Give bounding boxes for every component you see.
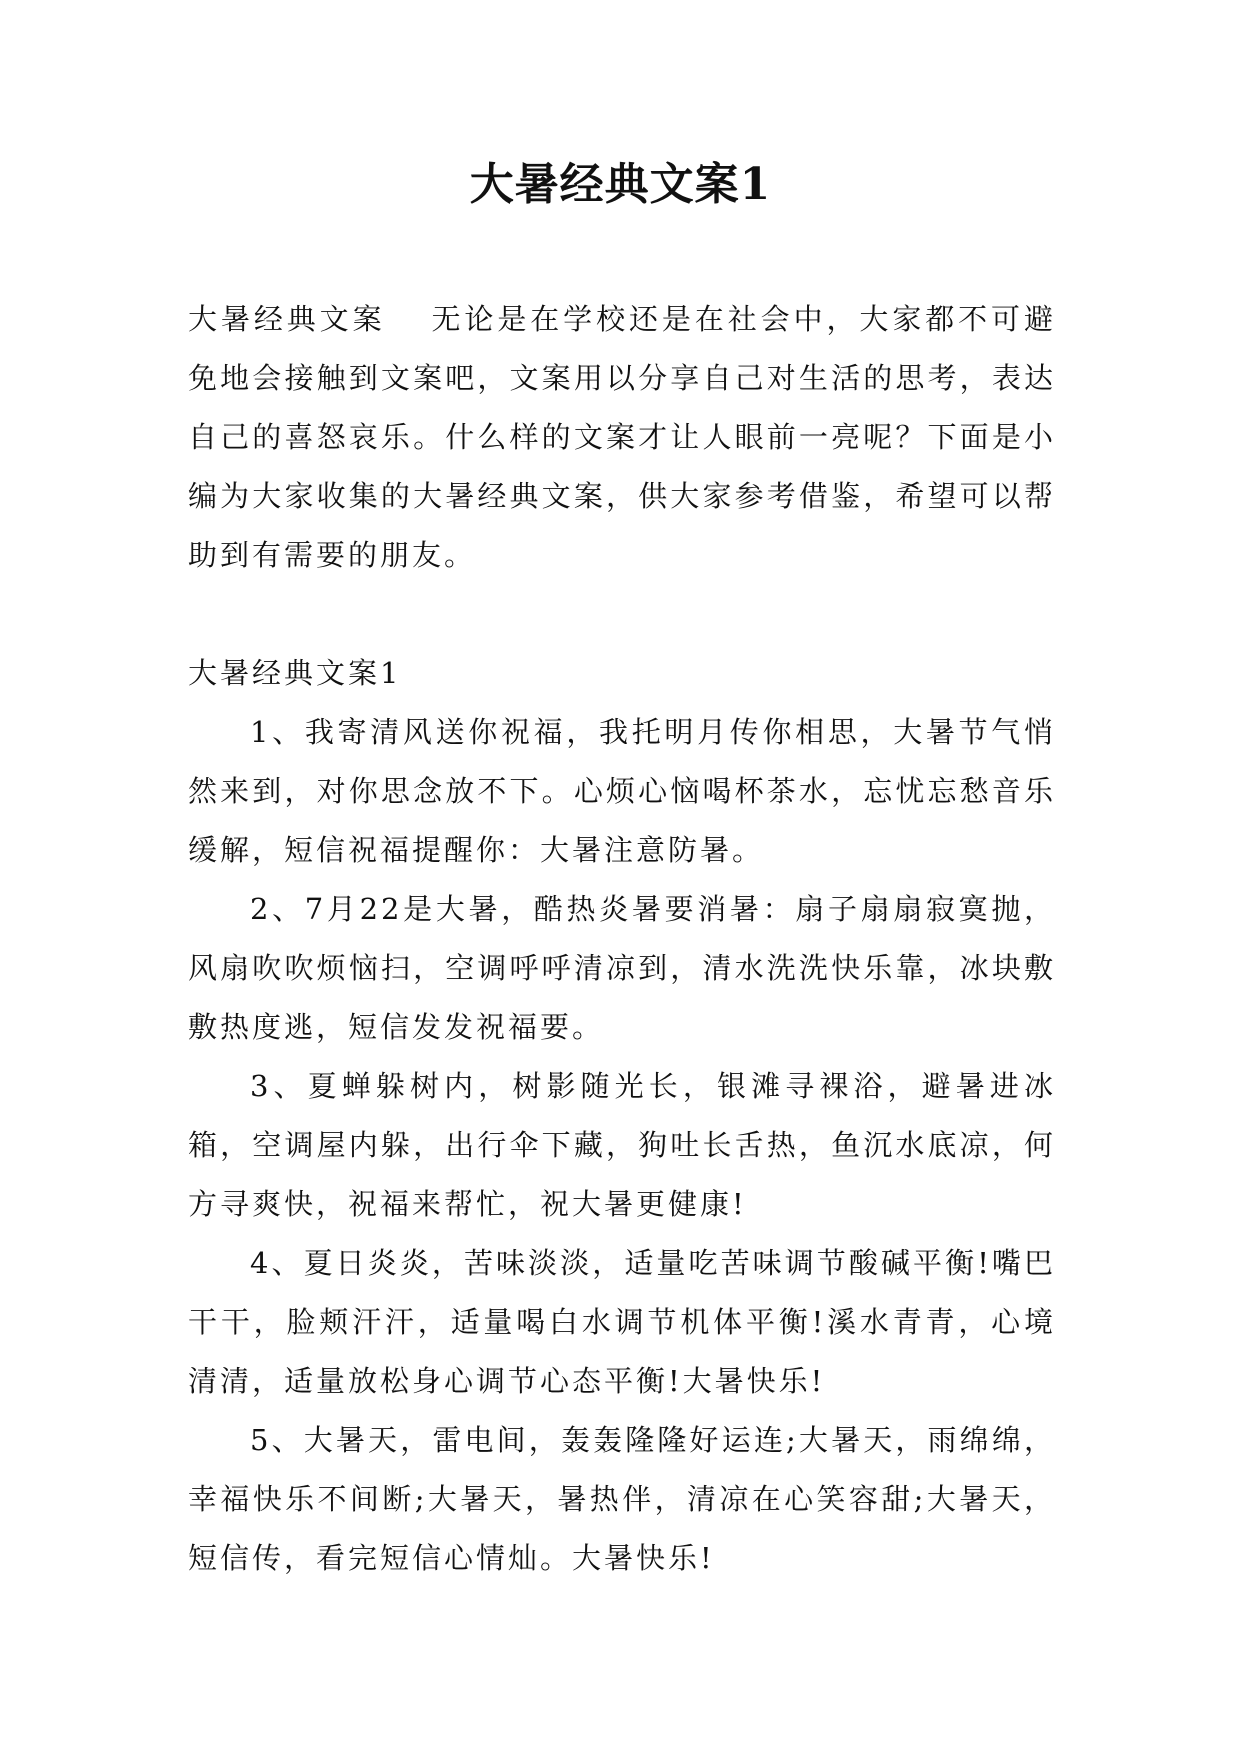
document-title: 大暑经典文案1 — [469, 159, 772, 210]
intro-text: 无论是在学校还是在社会中，大家都不可避免地会接触到文案吧，文案用以分享自己对生活的思考，表达自己的喜怒哀乐。什么样的文案才让人眼前一亮呢？下面是小编为大家收集的大暑经典文案，供大家参考借鉴，希望可以帮助到有需要的朋友。 — [188, 302, 1056, 572]
list-item: 1、我寄清风送你祝福，我托明月传你相思，大暑节气悄然来到，对你思念放不下。心烦心恼喝杯茶水，忘忧忘愁音乐缓解，短信祝福提醒你：大暑注意防暑。 — [188, 715, 1056, 867]
document-body — [188, 290, 1056, 1588]
list-item: 3、夏蝉躲树内，树影随光长，银滩寻裸浴，避暑进冰箱，空调屋内躲，出行伞下藏，狗吐长舌热，鱼沉水底凉，何方寻爽快，祝福来帮忙，祝大暑更健康! — [188, 1069, 1056, 1221]
list-item: 2、7月22是大暑，酷热炎暑要消暑：扇子扇扇寂寞抛，风扇吹吹烦恼扫，空调呼呼清凉到，清水洗洗快乐靠，冰块敷敷热度逃，短信发发祝福要。 — [188, 892, 1056, 1044]
intro-label: 大暑经典文案 — [188, 302, 386, 336]
intro-paragraph — [188, 290, 1056, 585]
section-heading: 大暑经典文案1 — [188, 656, 402, 690]
list-item: 5、大暑天，雷电间，轰轰隆隆好运连;大暑天，雨绵绵，幸福快乐不间断;大暑天，暑热伴，清凉在心笑容甜;大暑天，短信传，看完短信心情灿。大暑快乐! — [188, 1423, 1056, 1575]
list-item: 4、夏日炎炎，苦味淡淡，适量吃苦味调节酸碱平衡!嘴巴干干，脸颊汗汗，适量喝白水调节机体平衡!溪水青青，心境清清，适量放松身心调节心态平衡!大暑快乐! — [188, 1246, 1056, 1398]
